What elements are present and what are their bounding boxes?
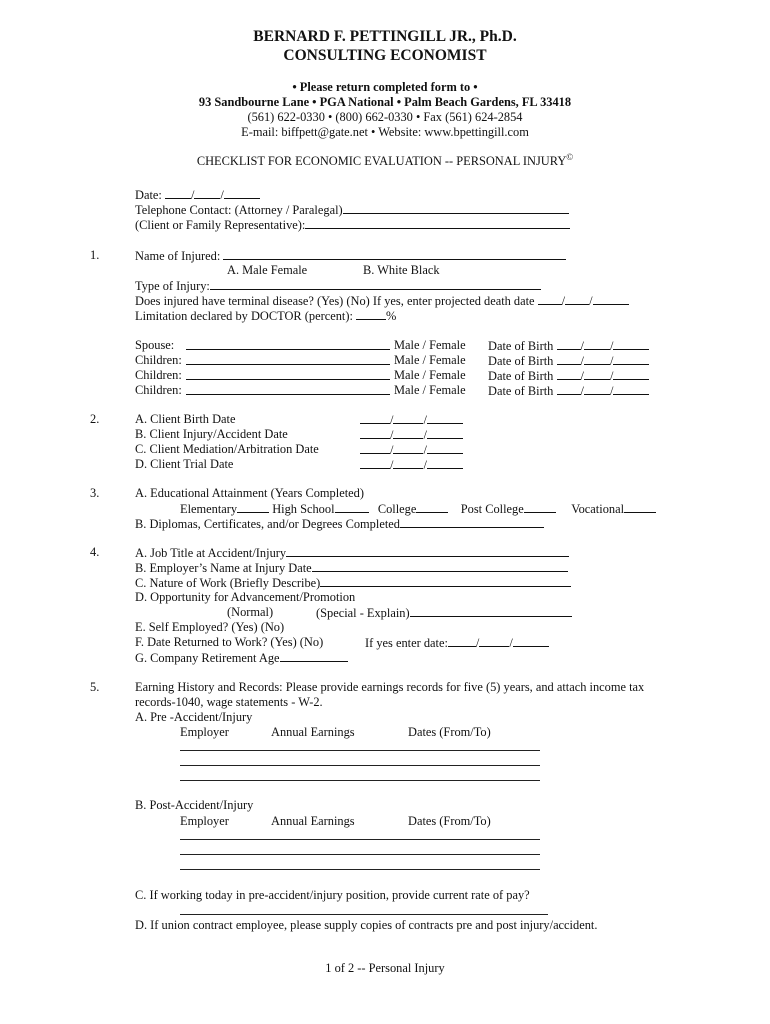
date-row: Date: / / [135, 187, 260, 203]
trial-date-label: D. Client Trial Date [135, 457, 234, 471]
post-college-field[interactable] [524, 501, 556, 513]
date-month-field[interactable] [165, 187, 191, 199]
current-pay-field[interactable] [180, 914, 548, 915]
client-birth-date-label: A. Client Birth Date [135, 412, 236, 426]
pre-earnings-line-2[interactable] [180, 765, 540, 766]
email-website: E-mail: biffpett@gate.net • Website: www.bpettingill.com [241, 125, 529, 139]
union-contract-note: D. If union contract employee, please supply copies of contracts pre and post injury/accident. [135, 918, 598, 932]
college-field[interactable] [416, 501, 448, 513]
telephone-row [135, 202, 569, 218]
post-accident-label: B. Post-Accident/Injury [135, 798, 254, 812]
special-explain-field[interactable] [410, 605, 572, 617]
nature-work-row: C. Nature of Work (Briefly Describe) [135, 575, 571, 591]
post-earnings-line-3[interactable] [180, 869, 540, 870]
client-rep-field[interactable] [305, 217, 570, 229]
post-col-dates: Dates (From/To) [408, 814, 491, 828]
high-school-field[interactable] [335, 501, 369, 513]
child-2-name-field[interactable] [186, 368, 390, 380]
post-col-employer: Employer [180, 814, 229, 828]
post-earnings-line-2[interactable] [180, 854, 540, 855]
current-pay-question: C. If working today in pre-accident/injury position, provide current rate of pay? [135, 888, 530, 902]
spouse-name-field[interactable] [186, 338, 390, 350]
education-heading: A. Educational Attainment (Years Completed) [135, 486, 364, 500]
opportunity-label: D. Opportunity for Advancement/Promotion [135, 590, 356, 604]
terminal-disease-row: Does injured have terminal disease? (Yes) (No) If yes, enter projected death date / / [135, 293, 629, 309]
section-4-number: 4. [90, 545, 100, 559]
vocational-field[interactable] [624, 501, 656, 513]
employer-name-row: B. Employer’s Name at Injury Date [135, 560, 568, 576]
telephone-contact-field[interactable] [343, 202, 569, 214]
child-1-label: Children: [135, 353, 182, 367]
spouse-label: Spouse: [135, 338, 175, 352]
elementary-field[interactable] [237, 501, 269, 513]
earnings-intro-line2: records-1040, wage statements - W-2. [135, 695, 323, 709]
diplomas-row: B. Diplomas, Certificates, and/or Degrees Completed [135, 516, 544, 532]
employer-name-field[interactable] [312, 560, 568, 572]
pre-col-earnings: Annual Earnings [271, 725, 355, 739]
section-5-number: 5. [90, 680, 100, 694]
economist-name: BERNARD F. PETTINGILL JR., Ph.D. [253, 28, 517, 45]
checklist-title-text: CHECKLIST FOR ECONOMIC EVALUATION -- PERSONAL INJURY [196, 154, 567, 168]
phone-numbers: (561) 622-0330 • (800) 662-0330 • Fax (561) 624-2854 [247, 110, 523, 124]
child-2-dob: Date of Birth / / [488, 368, 649, 384]
spouse-gender[interactable]: Male / Female [394, 338, 466, 352]
mediation-date-field[interactable]: / / [360, 442, 463, 458]
death-date-year-field[interactable] [593, 293, 629, 305]
name-injured-row [135, 248, 566, 264]
child-1-dob: Date of Birth / / [488, 353, 649, 369]
return-date-row: If yes enter date: / / [365, 635, 549, 651]
returned-to-work-row[interactable]: F. Date Returned to Work? (Yes) (No) [135, 635, 324, 649]
normal-option[interactable]: (Normal) [227, 605, 274, 619]
page-footer: 1 of 2 -- Personal Injury [325, 961, 445, 975]
pre-col-dates: Dates (From/To) [408, 725, 491, 739]
injury-type-label: Type of Injury: [135, 279, 210, 293]
date-label: Date: [135, 188, 162, 202]
self-employed-row[interactable]: E. Self Employed? (Yes) (No) [135, 620, 285, 634]
limitation-label: Limitation declared by DOCTOR (percent): [135, 309, 353, 323]
telephone-label: Telephone Contact: (Attorney / Paralegal) [135, 203, 343, 217]
mediation-date-label: C. Client Mediation/Arbitration Date [135, 442, 319, 456]
injury-date-field[interactable]: / / [360, 427, 463, 443]
terminal-disease-label: Does injured have terminal disease? (Yes) (No) If yes, enter projected death date [135, 294, 535, 308]
client-birth-date-field[interactable]: / / [360, 412, 463, 428]
child-3-name-field[interactable] [186, 383, 390, 395]
section-2-number: 2. [90, 412, 100, 426]
death-date-day-field[interactable] [565, 293, 589, 305]
mailing-address: 93 Sandbourne Lane • PGA National • Palm Beach Gardens, FL 33418 [198, 95, 572, 109]
child-2-label: Children: [135, 368, 182, 382]
client-rep-row [135, 217, 570, 233]
child-3-label: Children: [135, 383, 182, 397]
job-title-row: A. Job Title at Accident/Injury [135, 545, 569, 561]
death-date-month-field[interactable] [538, 293, 562, 305]
pre-earnings-line-3[interactable] [180, 780, 540, 781]
copyright-mark: © [566, 151, 574, 162]
injury-date-label: B. Client Injury/Accident Date [135, 427, 288, 441]
name-injured-field[interactable] [223, 248, 566, 260]
retirement-age-row: G. Company Retirement Age [135, 650, 348, 666]
post-earnings-line-1[interactable] [180, 839, 540, 840]
job-title-field[interactable] [286, 545, 569, 557]
earnings-intro-line1: Earning History and Records: Please provide earnings records for five (5) years, and attach income tax [135, 680, 645, 694]
injury-type-row [135, 278, 541, 294]
gender-options[interactable]: A. Male Female [227, 263, 308, 277]
economist-title: CONSULTING ECONOMIST [283, 47, 487, 64]
child-3-gender[interactable]: Male / Female [394, 383, 466, 397]
date-year-field[interactable] [224, 187, 260, 199]
limitation-percent-field[interactable] [356, 308, 386, 320]
name-injured-label: Name of Injured: [135, 249, 221, 263]
pre-col-employer: Employer [180, 725, 229, 739]
child-1-gender[interactable]: Male / Female [394, 353, 466, 367]
post-col-earnings: Annual Earnings [271, 814, 355, 828]
section-3-number: 3. [90, 486, 100, 500]
pre-earnings-line-1[interactable] [180, 750, 540, 751]
injury-type-field[interactable] [210, 278, 541, 290]
diplomas-field[interactable] [400, 516, 544, 528]
spouse-dob: Date of Birth / / [488, 338, 649, 354]
return-instruction: • Please return completed form to • [292, 80, 478, 94]
date-day-field[interactable] [194, 187, 220, 199]
section-1-number: 1. [90, 248, 100, 262]
pre-accident-label: A. Pre -Accident/Injury [135, 710, 253, 724]
percent-sign: % [386, 309, 397, 323]
trial-date-field[interactable]: / / [360, 457, 463, 473]
nature-work-field[interactable] [320, 575, 571, 587]
child-3-dob: Date of Birth / / [488, 383, 649, 399]
education-levels-row: Elementary High School College Post College Vocational [180, 501, 656, 517]
special-row [316, 605, 572, 621]
checklist-title [0, 151, 770, 169]
race-options[interactable]: B. White Black [363, 263, 440, 277]
client-rep-label: (Client or Family Representative): [135, 218, 306, 232]
limitation-row [135, 308, 396, 324]
retirement-age-field[interactable] [280, 650, 348, 662]
child-2-gender[interactable]: Male / Female [394, 368, 466, 382]
special-option[interactable]: (Special - Explain) [316, 606, 410, 620]
child-1-name-field[interactable] [186, 353, 390, 365]
